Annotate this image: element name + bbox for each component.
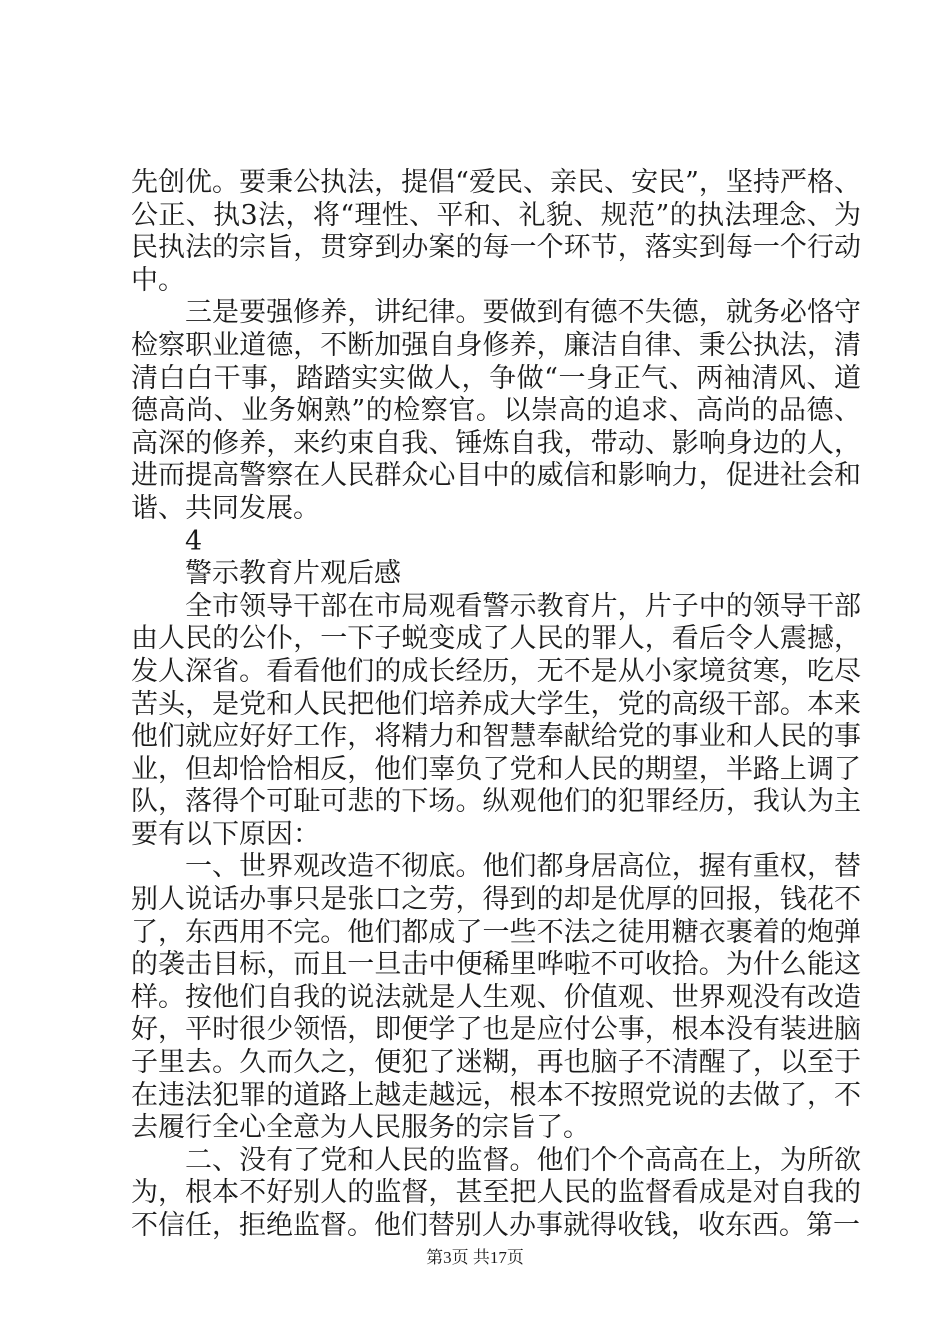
paragraph-continuation: 先创优。要秉公执法，提倡“爱民、亲民、安民”，坚持严格、公正、执3法，将“理性、平和、礼貌、规范”的执法理念、为民执法的宗旨，贯穿到办案的每一个环节，落实到每一个行动中。 xyxy=(131,167,861,296)
document-body xyxy=(131,167,861,1243)
paragraph-intro: 全市领导干部在市局观看警示教育片，片子中的领导干部由人民的公仆，一下子蜕变成了人民的罪人，看后令人震撼，发人深省。看看他们的成长经历，无不是从小家境贫寒，吃尽苦头，是党和人民把他们培养成大学生，党的高级干部。本来他们就应好好工作，将精力和智慧奉献给党的事业和人民的事业，但却恰恰相反，他们辜负了党和人民的期望，半路上调了队，落得个可耻可悲的下场。纵观他们的犯罪经历，我认为主要有以下原因： xyxy=(131,590,861,850)
paragraph-reason-1: 一、世界观改造不彻底。他们都身居高位，握有重权，替别人说话办事只是张口之劳，得到的却是优厚的回报，钱花不了，东西用不完。他们都成了一些不法之徒用糖衣裹着的炮弹的袭击目标，而且一旦击中便稀里哗啦不可收拾。为什么能这样。按他们自我的说法就是人生观、价值观、世界观没有改造好，平时很少领悟，即便学了也是应付公事，根本没有装进脑子里去。久而久之，便犯了迷糊，再也脑子不清醒了，以至于在违法犯罪的道路上越走越远，根本不按照党说的去做了，不去履行全心全意为人民服务的宗旨了。 xyxy=(131,851,861,1144)
paragraph-reason-2: 二、没有了党和人民的监督。他们个个高高在上，为所欲为，根本不好别人的监督，甚至把人民的监督看成是对自我的不信任，拒绝监督。他们替别人办事就得收钱，收东西。第一 xyxy=(131,1144,861,1241)
section-title: 警示教育片观后感 xyxy=(185,558,401,590)
section-number: 4 xyxy=(185,525,203,557)
paragraph-discipline: 三是要强修养，讲纪律。要做到有德不失德，就务必恪守检察职业道德，不断加强自身修养，廉洁自律、秉公执法，清清白白干事，踏踏实实做人，争做“一身正气、两袖清风、道德高尚、业务娴熟”的检察官。以崇高的追求、高尚的品德、高深的修养，来约束自我、锤炼自我，带动、影响身边的人，进而提高警察在人民群众心目中的威信和影响力，促进社会和谐、共同发展。 xyxy=(131,297,861,524)
page-footer: 第3页 共17页 xyxy=(426,1248,524,1267)
